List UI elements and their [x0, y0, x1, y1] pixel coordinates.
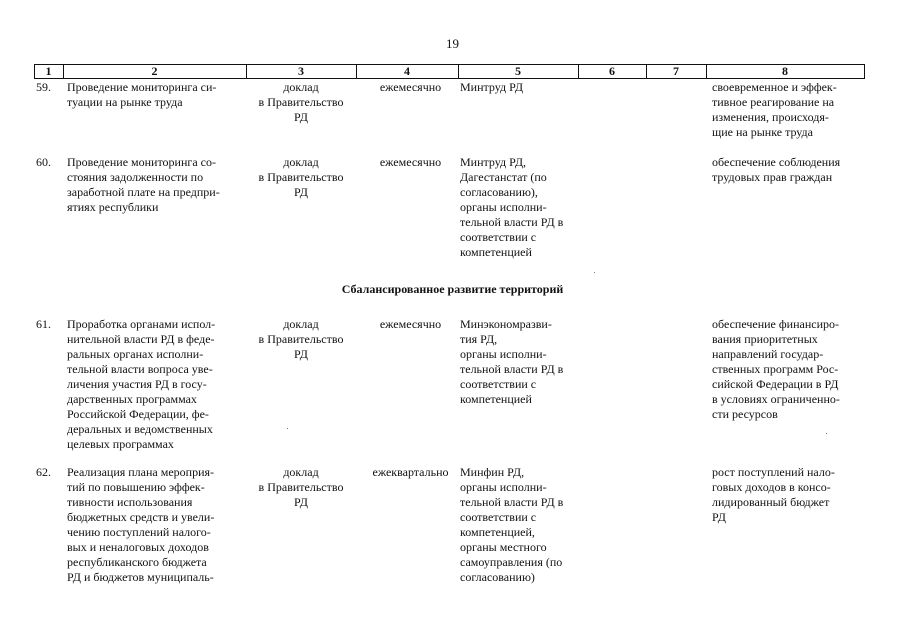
row-executor: Минфин РД, органы исполни- тельной власти РД в соответствии с компетенцией, органы местного самоуправления (по согласованию): [460, 465, 564, 584]
row-result: своевременное и эффек- тивное реагирование на изменения, происходя- щие на рынке труда: [712, 80, 837, 139]
scan-speck: [594, 272, 595, 273]
row-period: ежеквартально: [372, 465, 449, 479]
row-report-form: доклад в Правительство РД: [258, 80, 344, 124]
header-col-3: 3: [298, 64, 304, 78]
row-report-form: доклад в Правительство РД: [258, 465, 344, 509]
row-result: рост поступлений нало- говых доходов в консо- лидированный бюджет РД: [712, 465, 835, 524]
header-bottom-rule: [34, 78, 865, 79]
page-number: 19: [446, 36, 459, 51]
scan-speck: [826, 433, 827, 434]
header-col-8: 8: [782, 64, 788, 78]
row-description: Проработка органами испол- нительной власти РД в феде- ральных органах исполни- тельной власти вопроса уве- личения участия РД в госу- дарственных программах Российской Федерации, фе- деральных и ведомственных целевых программах: [67, 317, 216, 451]
row-period: ежемесячно: [379, 155, 442, 169]
header-col-2: 2: [151, 64, 158, 78]
row-report-form: доклад в Правительство РД: [258, 317, 344, 361]
row-report-form: доклад в Правительство РД: [258, 155, 344, 199]
row-description: Проведение мониторинга си- туации на рынке труда: [67, 80, 217, 109]
header-col-7: 7: [673, 64, 679, 78]
row-period: ежемесячно: [379, 80, 442, 94]
row-description: Реализация плана мероприя- тий по повышению эффек- тивности использования бюджетных средств и увели- чению поступлений налого- вых и неналоговых доходов республиканского бюджета РД и бюджетов муниципаль-: [67, 465, 215, 584]
row-number: 62.: [36, 465, 51, 479]
header-col-1: 1: [45, 64, 52, 78]
row-number: 61.: [36, 317, 51, 331]
header-col-6: 6: [609, 64, 615, 78]
row-result: обеспечение соблюдения трудовых прав граждан: [712, 155, 841, 184]
row-executor: Минтруд РД, Дагестанстат (по согласованию), органы исполни- тельной власти РД в соответствии с компетенцией: [460, 155, 564, 259]
header-col-4: 4: [404, 64, 410, 78]
scan-speck: [287, 428, 288, 429]
row-period: ежемесячно: [379, 317, 442, 331]
row-number: 60.: [36, 155, 51, 169]
row-result: обеспечение финансиро- вания приоритетных направлений государ- ственных программ Рос- сийской Федерации в РД в условиях ограниченно- сти ресурсов: [712, 317, 840, 421]
row-number: 59.: [36, 80, 51, 94]
row-executor: Минэкономразви- тия РД, органы исполни- тельной власти РД в соответствии с компетенцией: [460, 317, 564, 406]
row-executor: Минтруд РД: [460, 80, 524, 94]
header-divider: [864, 65, 865, 78]
row-description: Проведение мониторинга со- стояния задолженности по заработной плате на предпри- ятиях республики: [67, 155, 220, 214]
section-title: Сбалансированное развитие территорий: [341, 282, 564, 296]
header-col-5: 5: [515, 64, 521, 78]
